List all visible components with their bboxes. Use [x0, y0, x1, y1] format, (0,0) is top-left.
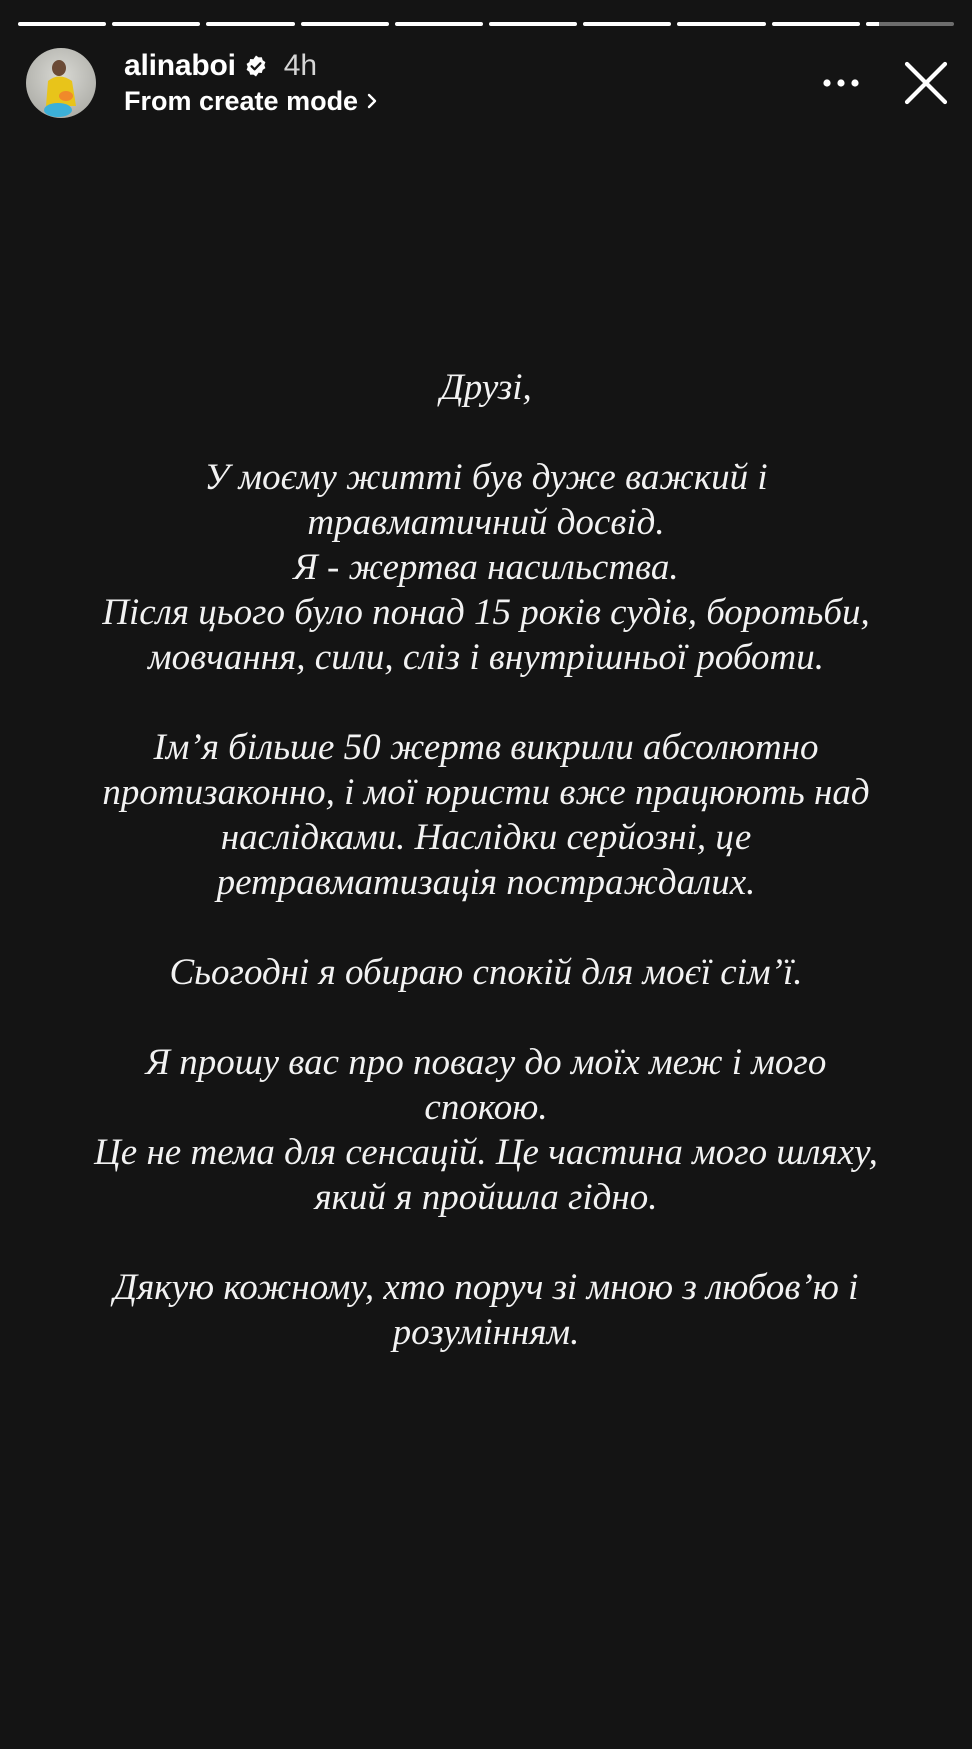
progress-segment-fill — [677, 22, 765, 26]
story-text-line: Я - жертва насильства. — [293, 547, 679, 588]
story-text-line: наслідками. Наслідки серйозні, це — [220, 817, 752, 858]
story-paragraph — [40, 455, 932, 680]
verified-badge-icon — [244, 54, 268, 78]
more-options-button[interactable] — [820, 62, 862, 104]
progress-segment-fill — [112, 22, 200, 26]
progress-segment-fill — [866, 22, 879, 26]
progress-segment — [301, 22, 389, 26]
story-text-line: протизаконно, і мої юристи вже працюють над — [102, 772, 870, 813]
progress-segment — [18, 22, 106, 26]
subtitle: From create mode — [124, 85, 359, 116]
chevron-right-icon — [366, 92, 378, 110]
story-text-line: розумінням. — [392, 1312, 580, 1353]
progress-segment-fill — [18, 22, 106, 26]
story-progress-bar — [18, 22, 954, 27]
post-time: 4h — [283, 49, 318, 82]
story-text-line: Дякую кожному, хто поруч зі мною з любов’ю і — [113, 1267, 859, 1308]
story-paragraph — [40, 1265, 932, 1355]
progress-segment — [866, 22, 954, 26]
user-meta — [124, 48, 378, 118]
more-horizontal-icon — [820, 77, 862, 89]
story-text — [40, 365, 932, 1400]
progress-segment-fill — [583, 22, 671, 26]
avatar[interactable] — [26, 48, 96, 118]
progress-segment — [583, 22, 671, 26]
story-paragraph — [40, 950, 932, 995]
header-actions — [820, 57, 952, 109]
avatar-image — [26, 48, 96, 118]
story-text-line: спокою. — [424, 1087, 548, 1128]
progress-segment-fill — [395, 22, 483, 26]
story-text-line: Після цього було понад 15 років судів, боротьби, — [102, 592, 870, 633]
story-text-line: Друзі, — [440, 367, 532, 408]
progress-segment-fill — [206, 22, 294, 26]
story-header — [26, 46, 952, 120]
story-text-line: травматичний досвід. — [307, 502, 665, 543]
story-text-line: Я прошу вас про повагу до моїх меж і мого — [145, 1042, 827, 1083]
story-text-line: Сьогодні я обираю спокій для моєї сім’ї. — [169, 952, 803, 993]
story-paragraph — [40, 365, 932, 410]
progress-segment — [395, 22, 483, 26]
story-text-line: У моєму житті був дуже важкий і — [204, 457, 768, 498]
story-text-line: Це не тема для сенсацій. Це частина мого шляху, — [94, 1132, 878, 1173]
progress-segment — [677, 22, 765, 26]
story-paragraph — [40, 1040, 932, 1220]
progress-segment — [206, 22, 294, 26]
story-text-line: ретравматизація постраждалих. — [216, 862, 756, 903]
username[interactable]: alinaboi — [124, 49, 236, 82]
progress-segment-fill — [301, 22, 389, 26]
story-text-line: який я пройшла гідно. — [314, 1177, 658, 1218]
progress-segment — [112, 22, 200, 26]
progress-segment — [489, 22, 577, 26]
close-icon — [903, 60, 949, 106]
progress-segment-fill — [772, 22, 860, 26]
progress-segment — [772, 22, 860, 26]
story-text-line: мовчання, сили, сліз і внутрішньої роботи. — [148, 637, 824, 678]
story-text-line: Ім’я більше 50 жертв викрили абсолютно — [153, 727, 819, 768]
name-row — [124, 48, 378, 84]
create-mode-link[interactable] — [124, 84, 378, 118]
close-button[interactable] — [900, 57, 952, 109]
story-paragraph — [40, 725, 932, 905]
progress-segment-fill — [489, 22, 577, 26]
